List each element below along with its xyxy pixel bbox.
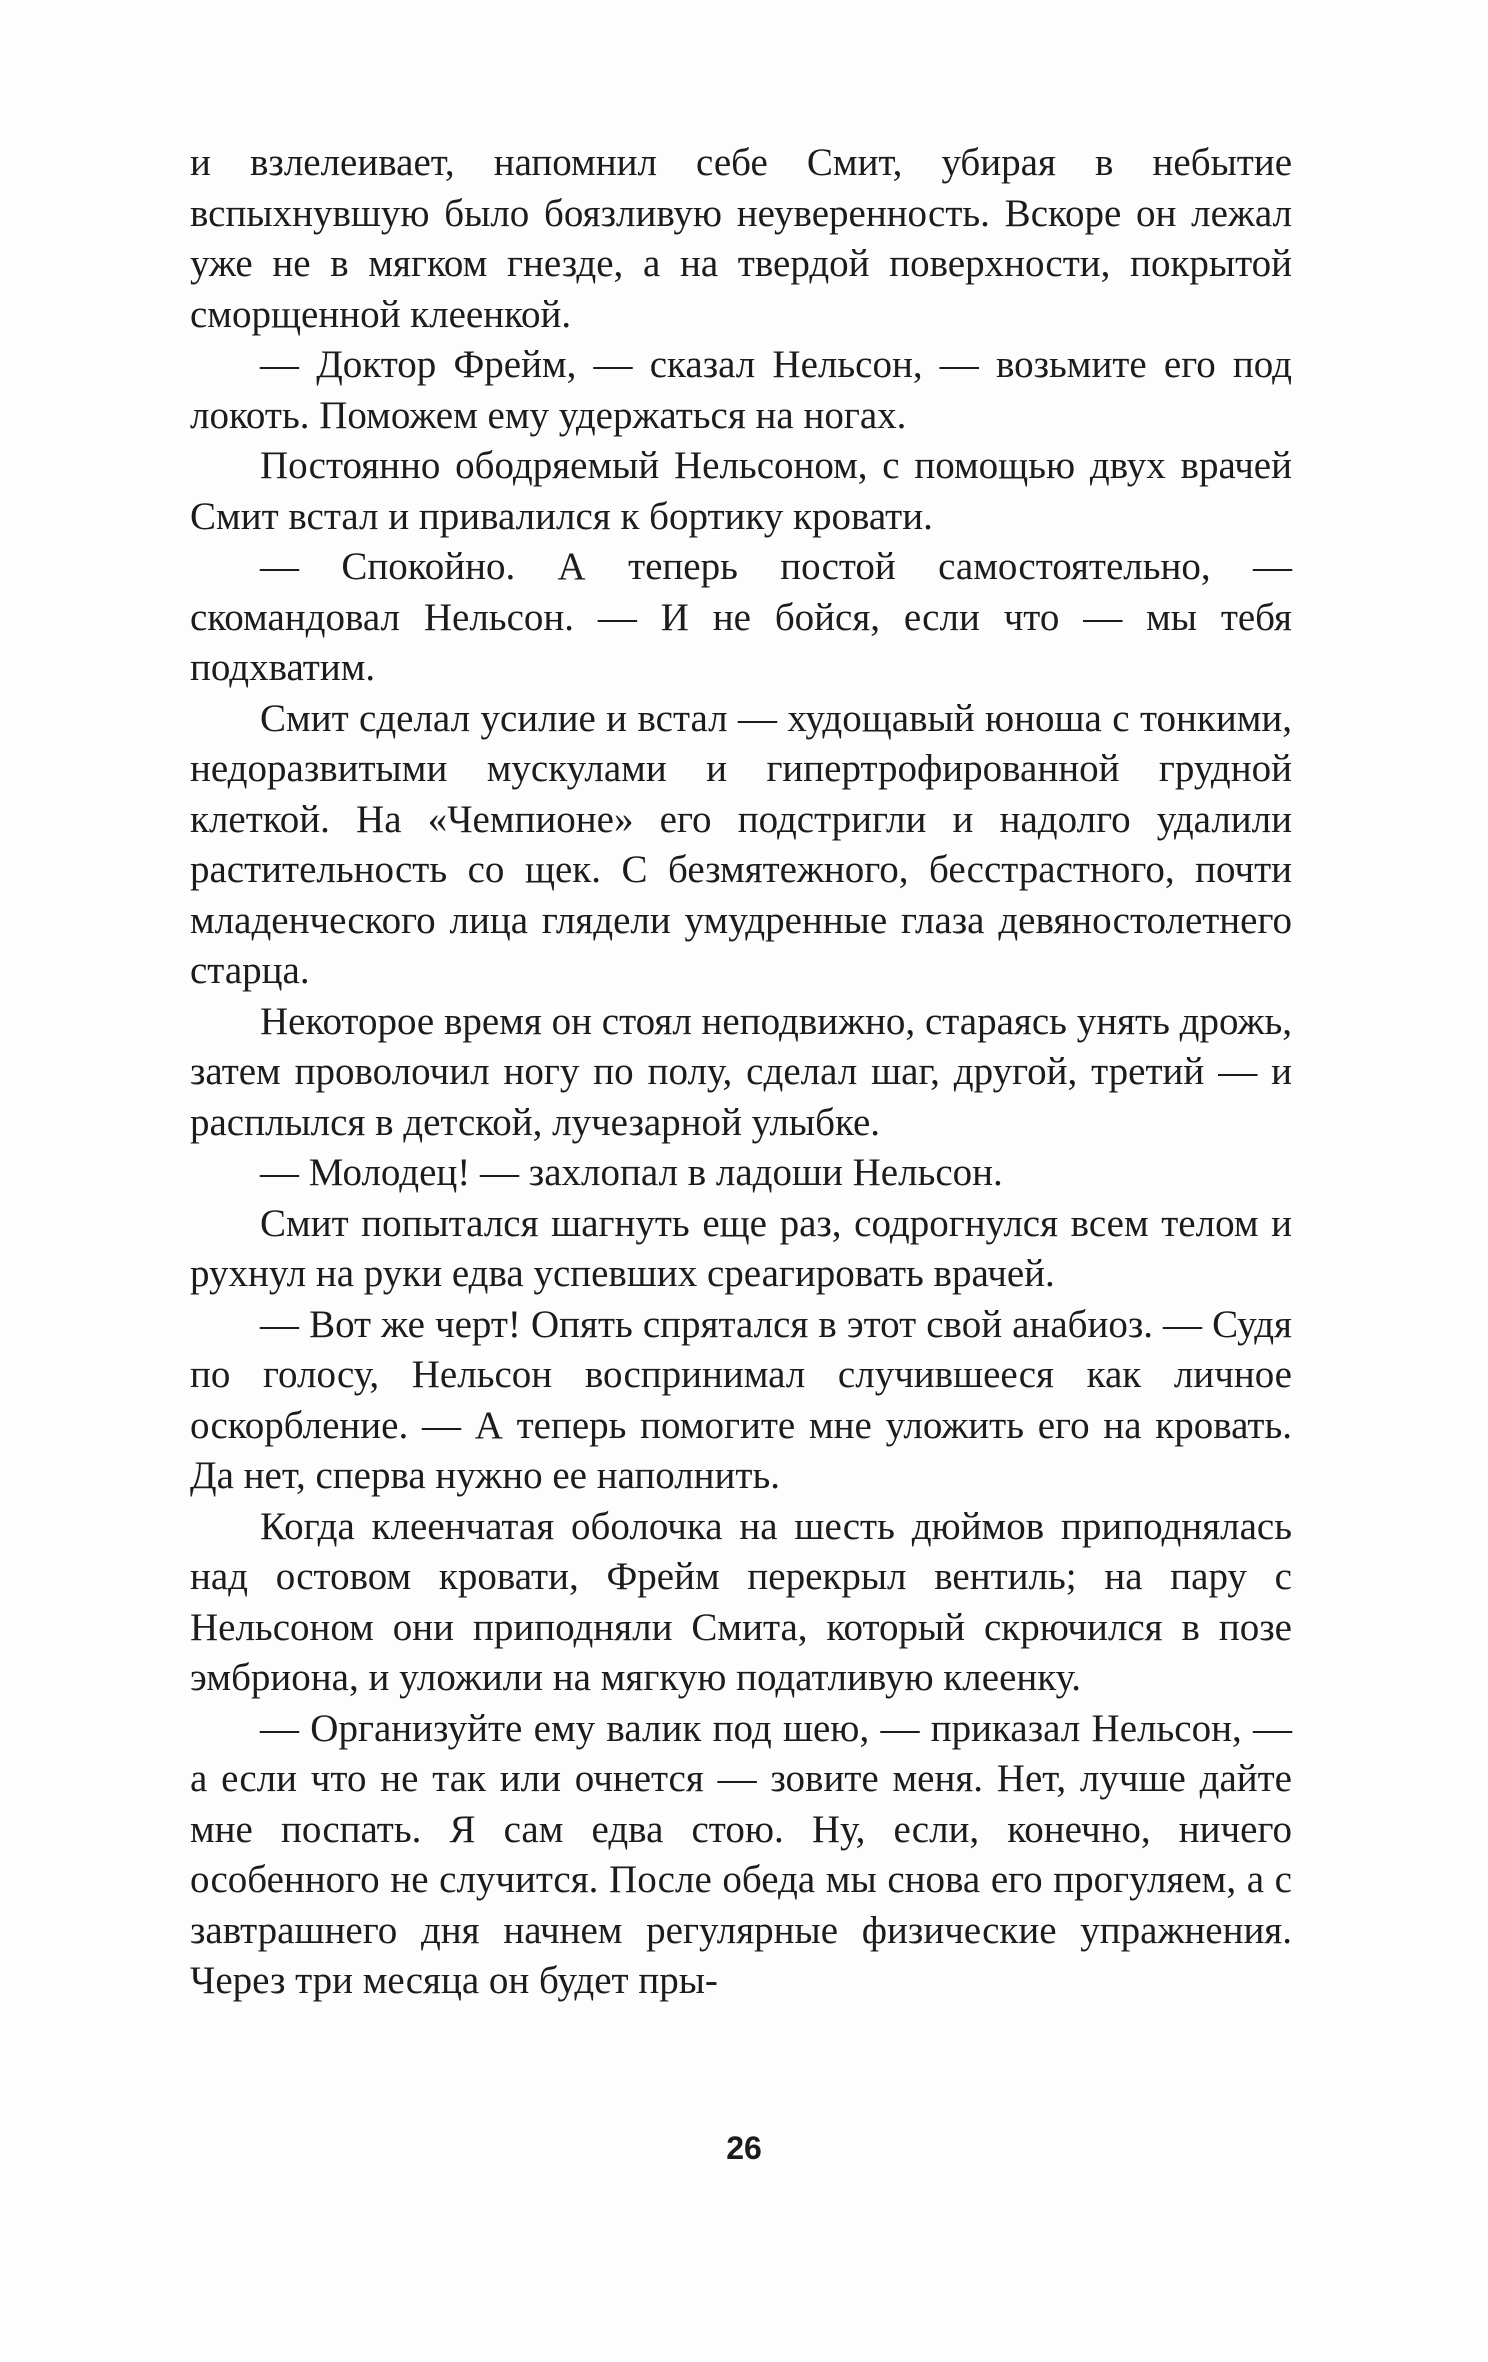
- paragraph-5: Смит сделал усилие и встал — худощавый юноша с тонкими, недоразвитыми мускулами и гипертрофированной грудной клеткой. На «Чемпионе» его подстригли и надолго удалили растительность со щек. С безмятежного, бесстрастного, почти младенческого лица глядели умудренные глаза девяностолетнего старца.: [190, 696, 1292, 992]
- paragraph-9: — Вот же черт! Опять спрятался в этот свой анабиоз. — Судя по голосу, Нельсон воспринимал случившееся как личное оскорбление. — А теперь помогите мне уложить его на кровать. Да нет, сперва нужно ее наполнить.: [190, 1302, 1292, 1497]
- paragraph-4: — Спокойно. А теперь постой самостоятельно, — скомандовал Нельсон. — И не бойся, если что — мы тебя подхватим.: [190, 545, 1292, 689]
- paragraph-8: Смит попытался шагнуть еще раз, содрогнулся всем телом и рухнул на руки едва успевших среагировать врачей.: [190, 1201, 1292, 1295]
- paragraph-2: — Доктор Фрейм, — сказал Нельсон, — возьмите его под локоть. Поможем ему удержаться на ногах.: [190, 343, 1292, 437]
- paragraph-3: Постоянно ободряемый Нельсоном, с помощью двух врачей Смит встал и привалился к бортику кровати.: [190, 444, 1292, 538]
- paragraph-7: — Молодец! — захлопал в ладоши Нельсон.: [260, 1151, 1003, 1194]
- paragraph-6: Некоторое время он стоял неподвижно, стараясь унять дрожь, затем проволочил ногу по полу, сделал шаг, другой, третий — и расплылся в детской, лучезарной улыбке.: [190, 999, 1292, 1144]
- paragraph-1: и взлелеивает, напомнил себе Смит, убирая в небытие вспыхнувшую было боязливую неуверенность. Вскоре он лежал уже не в мягком гнезде, а на твердой поверхности, покрытой сморщенной клеенкой.: [190, 141, 1292, 336]
- page-number: 26: [726, 2130, 762, 2166]
- paragraph-10: Когда клеенчатая оболочка на шесть дюймов приподнялась над остовом кровати, Фрейм перекрыл вентиль; на пару с Нельсоном они приподняли Смита, который скрючился в позе эмбриона, и уложили на мягкую податливую клеенку.: [190, 1504, 1292, 1699]
- body-text: [190, 138, 1292, 2007]
- paragraph-11: — Организуйте ему валик под шею, — приказал Нельсон, — а если что не так или очнется — зовите меня. Нет, лучше дайте мне поспать. Я сам едва стою. Ну, если, конечно, ничего особенного не случится. После обеда мы снова его прогуляем, а с завтрашнего дня начнем регулярные физические упражнения. Через три месяца он будет пры-: [190, 1706, 1292, 2002]
